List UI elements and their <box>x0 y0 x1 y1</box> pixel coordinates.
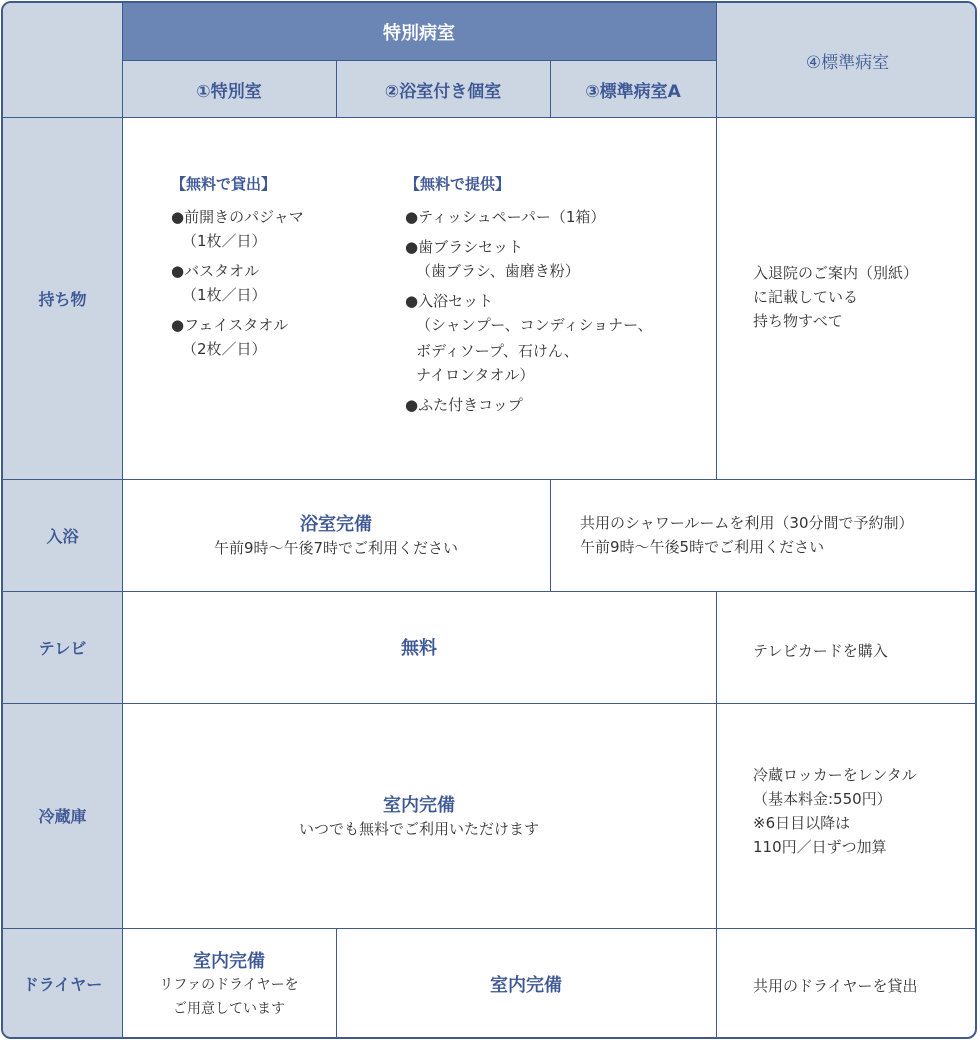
bath-standard-line: 午前9時～午後5時でご利用ください <box>580 538 825 556</box>
provide-item: ●ティッシュペーパー（1箱） <box>405 208 606 226</box>
header-special-rooms <box>122 3 716 61</box>
grid-line <box>550 61 551 117</box>
grid-line <box>122 3 123 1039</box>
header-col-1 <box>122 61 336 117</box>
lend-item: （2枚／日） <box>182 340 267 358</box>
provide-item: ●ふた付きコップ <box>405 396 523 414</box>
row-label-bath <box>3 479 122 591</box>
tv-standard <box>753 639 888 663</box>
provide-item: ●歯ブラシセット <box>405 238 524 256</box>
tv-special-text: 無料 <box>401 638 437 659</box>
dryer-col1 <box>122 928 336 1039</box>
bath-special <box>122 479 550 591</box>
belongings-standard-line: に記載している <box>753 288 859 306</box>
bath-standard <box>580 511 914 559</box>
provide-title: 【無料で提供】 <box>405 175 511 193</box>
dryer-col1-title: 室内完備 <box>193 950 265 972</box>
row-label-tv <box>3 591 122 703</box>
lend-title: 【無料で貸出】 <box>171 175 277 193</box>
tv-special <box>122 591 716 703</box>
grid-line <box>336 61 337 117</box>
lend-item: ●バスタオル <box>171 262 260 280</box>
dryer-col23-title: 室内完備 <box>490 974 562 996</box>
lend-item: （1枚／日） <box>182 286 267 304</box>
header-col-1-label: ①特別室 <box>196 81 262 102</box>
bath-standard-line: 共用のシャワールームを利用（30分間で予約制） <box>580 514 914 532</box>
fridge-standard-line: 110円／日ずつ加算 <box>753 838 887 856</box>
tv-standard-text: テレビカードを購入 <box>753 642 888 660</box>
header-col-4 <box>716 3 977 117</box>
grid-line <box>3 591 977 592</box>
header-col-4-label: ④標準病室 <box>805 52 890 73</box>
fridge-standard <box>753 763 917 859</box>
row-label-dryer-text: ドライヤー <box>22 975 103 994</box>
grid-line <box>550 479 551 591</box>
provide-item: ボディソープ、石けん、 <box>416 342 579 360</box>
belongings-standard-line: 入退院のご案内（別紙） <box>753 264 919 282</box>
provide-item: ●入浴セット <box>405 292 494 310</box>
grid-line <box>3 703 977 704</box>
header-col-2 <box>336 61 550 117</box>
fridge-special-title: 室内完備 <box>383 794 455 816</box>
grid-line <box>3 117 977 118</box>
provide-item: （シャンプー、コンディショナー、 <box>416 316 653 334</box>
dryer-col1-line: リファのドライヤーを <box>159 976 299 993</box>
header-col-3 <box>550 61 716 117</box>
provide-block <box>405 173 653 417</box>
row-label-tv-text: テレビ <box>38 638 87 658</box>
grid-line <box>716 3 717 479</box>
lend-item: ●フェイスタオル <box>171 316 289 334</box>
bath-special-title: 浴室完備 <box>300 514 372 535</box>
lend-block <box>171 173 304 361</box>
fridge-standard-line: ※6日目以降は <box>753 814 851 832</box>
bath-special-note: 午前9時～午後7時でご利用ください <box>213 539 459 557</box>
lend-item: ●前開きのパジャマ <box>171 208 304 226</box>
grid-line <box>3 928 977 929</box>
provide-item: ナイロンタオル） <box>416 366 535 384</box>
provide-item: （歯ブラシ、歯磨き粉） <box>416 262 580 280</box>
facility-table <box>1 1 977 1039</box>
row-label-fridge-text: 冷蔵庫 <box>38 807 87 826</box>
fridge-standard-line: （基本料金:550円） <box>753 790 892 808</box>
fridge-special <box>122 703 716 928</box>
grid-line <box>716 591 717 1039</box>
row-label-belongings <box>3 117 122 479</box>
dryer-col1-line: ご用意しています <box>173 1000 285 1017</box>
row-label-fridge <box>3 703 122 928</box>
belongings-standard <box>753 261 918 333</box>
fridge-standard-line: 冷蔵ロッカーをレンタル <box>753 766 917 784</box>
dryer-col23 <box>336 928 716 1039</box>
lend-item: （1枚／日） <box>182 232 267 250</box>
header-corner <box>3 3 122 117</box>
header-special-rooms-label: 特別病室 <box>383 23 455 44</box>
dryer-standard-text: 共用のドライヤーを貸出 <box>753 977 918 995</box>
grid-line <box>3 479 977 480</box>
dryer-standard <box>753 974 918 998</box>
grid-line <box>122 60 716 61</box>
header-col-3-label: ③標準病室A <box>585 81 681 102</box>
belongings-standard-line: 持ち物すべて <box>753 312 843 330</box>
header-col-2-label: ②浴室付き個室 <box>384 81 502 102</box>
row-label-belongings-text: 持ち物 <box>38 289 87 309</box>
row-label-dryer <box>3 928 122 1039</box>
fridge-special-note: いつでも無料でご利用いただけます <box>298 819 539 838</box>
row-label-bath-text: 入浴 <box>46 526 79 546</box>
grid-line <box>336 928 337 1039</box>
